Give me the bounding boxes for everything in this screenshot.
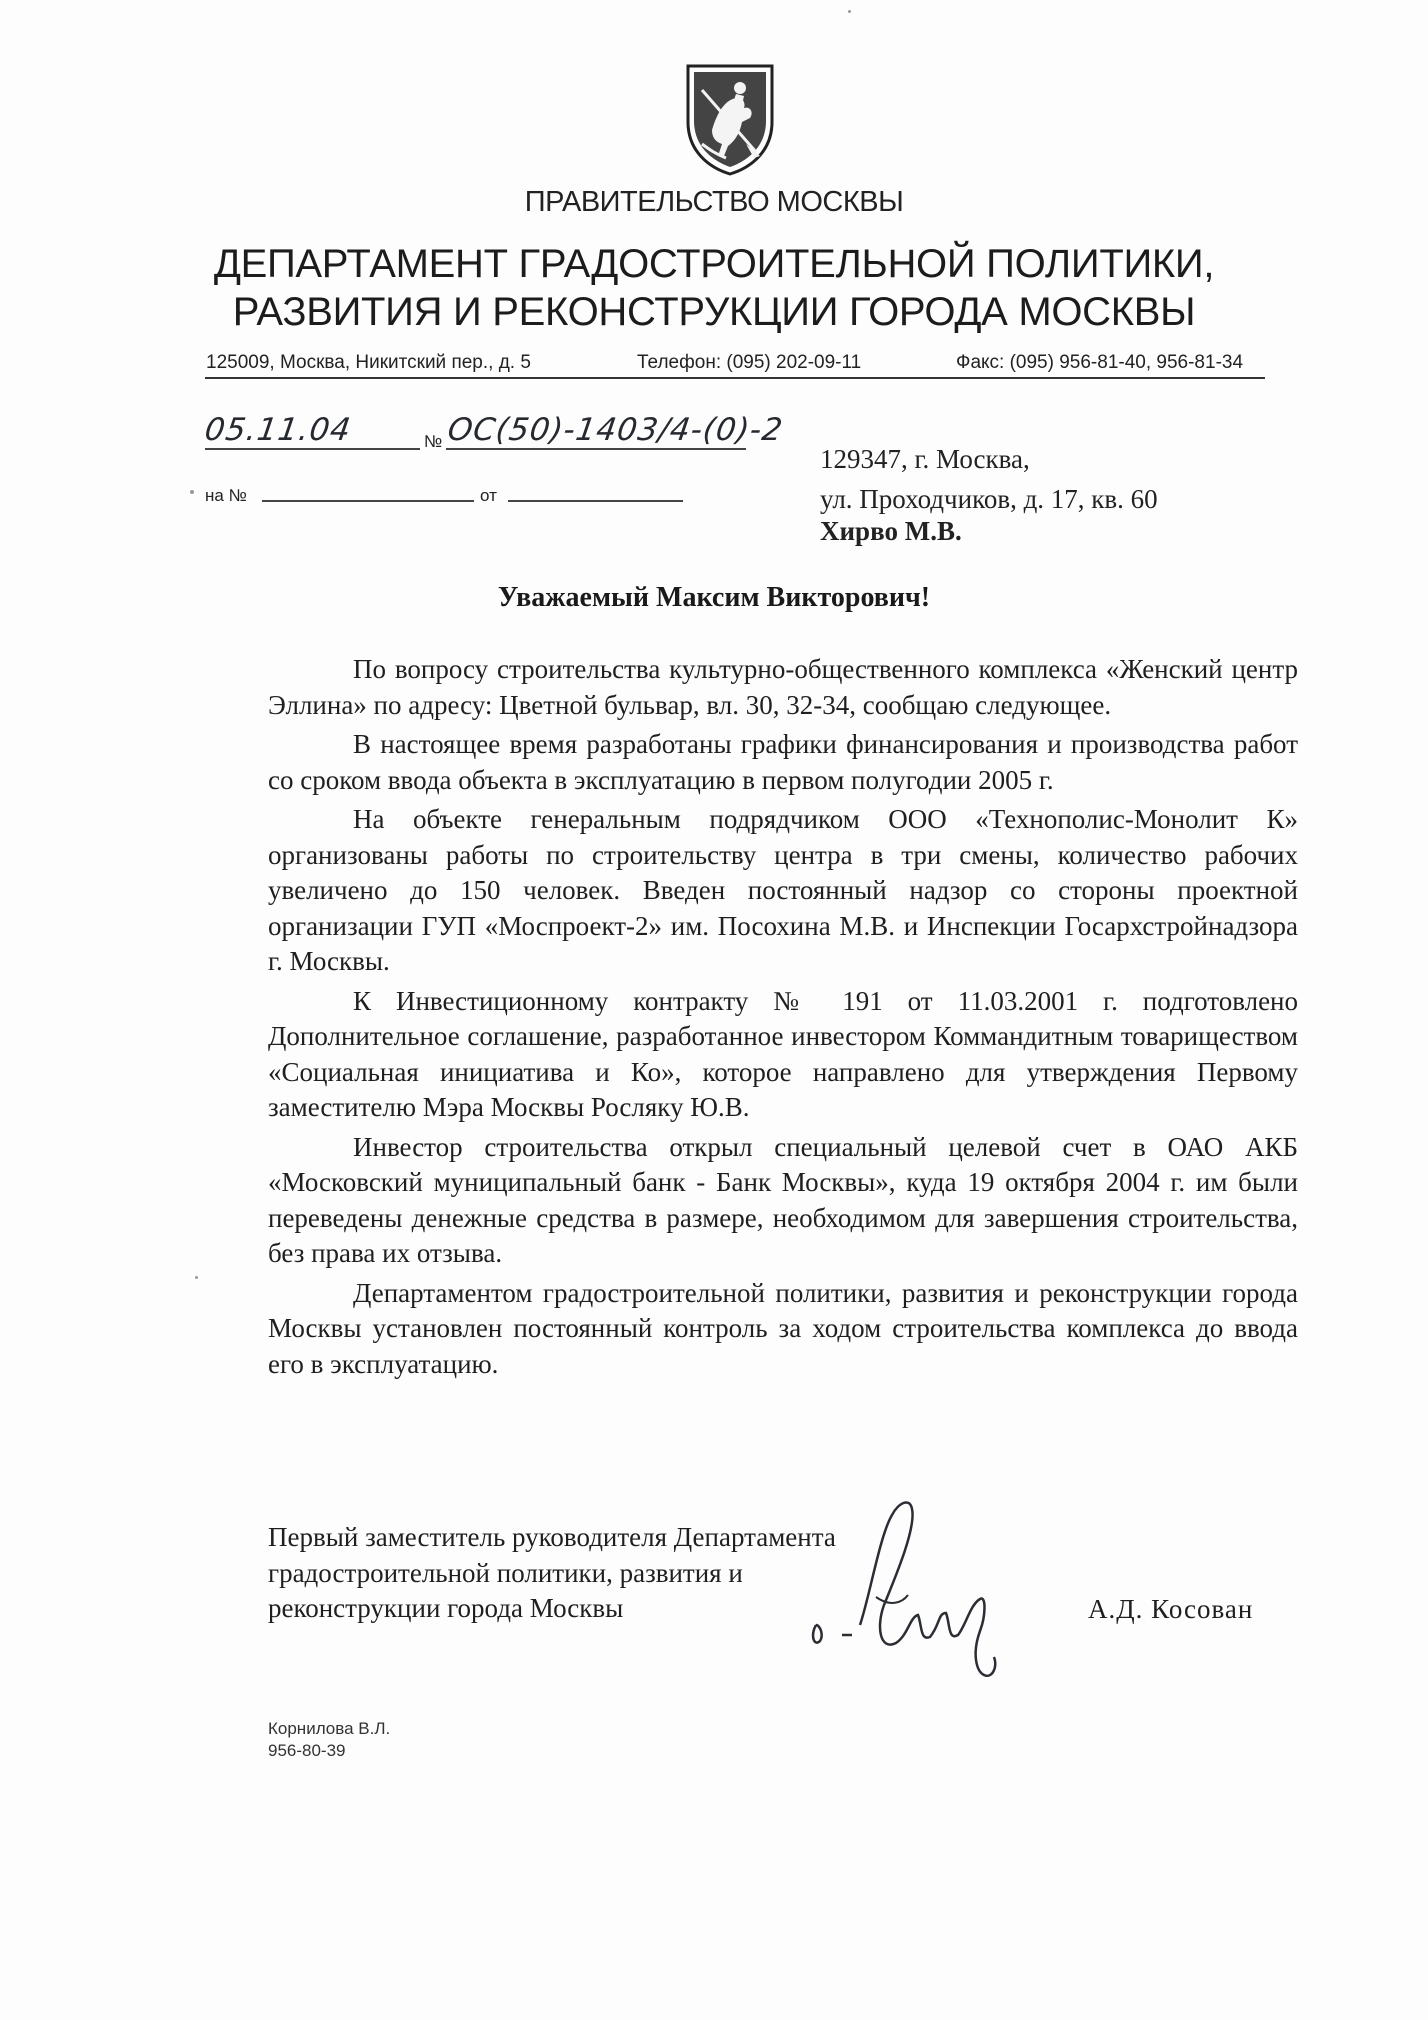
signatory-title-line: Первый заместитель руководителя Департамента [268, 1522, 836, 1552]
number-underline [446, 448, 746, 450]
handwritten-signature [780, 1475, 1040, 1705]
signatory-title-line: градостроительной политики, развития и [268, 1557, 743, 1588]
recipient-address-line2: ул. Проходчиков, д. 17, кв. 60 [820, 484, 1158, 514]
recipient-name: Хирво М.В. [820, 516, 962, 546]
paragraph: В настоящее время разработаны графики финансирования и производства работ со сроком ввода объекта в эксплуатацию в первом полугодии 2005 г. [268, 729, 1298, 795]
paragraph: Инвестор строительства открыл специальный целевой счет в ОАО АКБ «Московский муниципальный банк - Банк Москвы», куда 19 октября 2004 г. им были переведены денежные средства в размере, необходимом для завершения строительства, без права их отзыва. [268, 1131, 1298, 1268]
outgoing-date: 05.11.04 [202, 412, 354, 448]
executor-phone: 956-80-39 [268, 1741, 346, 1760]
department-address: 125009, Москва, Никитский пер., д. 5 [206, 352, 531, 373]
paragraph: На объекте генеральным подрядчиком ООО «Технополис-Монолит К» организованы работы по строительству центра в три смены, количество рабочих увеличено до 150 человек. Введен постоянный надзор со стороны проектной организации ГУП «Моспроект-2» им. Посохина М.В. и Инспекции Госархстройнадзора г. Москвы. [268, 804, 1298, 976]
scan-speck [848, 10, 851, 13]
recipient-address-line1: 129347, г. Москва, [820, 444, 1030, 474]
reference-date-label: от [480, 486, 497, 505]
reference-date-line [508, 500, 683, 502]
signatory-name: А.Д. Косован [1088, 1594, 1254, 1624]
paragraph: К Инвестиционному контракту № 191 от 11.03.2001 г. подготовлено Дополнительное соглашение, разработанное инвестором Коммандитным товариществом «Социальная инициатива и Ко», которое направлено для утверждения Первому заместителю Мэра Москвы Росляку Ю.В. [268, 985, 1298, 1122]
department-name-line1: ДЕПАРТАМЕНТ ГРАДОСТРОИТЕЛЬНОЙ ПОЛИТИКИ, [213, 242, 1215, 286]
department-name-line2: РАЗВИТИЯ И РЕКОНСТРУКЦИИ ГОРОДА МОСКВЫ [232, 290, 1196, 334]
paragraph: Департаментом градостроительной политики, развития и реконструкции города Москвы установлен постоянный контроль за ходом строительства комплекса до ввода его в эксплуатацию. [268, 1277, 1298, 1379]
date-underline [205, 448, 420, 450]
signatory-title [268, 1520, 836, 1627]
government-name: ПРАВИТЕЛЬСТВО МОСКВЫ [524, 186, 904, 218]
executor-info [268, 1718, 390, 1762]
signatory-title-line: реконструкции города Москвы [268, 1593, 624, 1623]
department-fax: Факс: (095) 956-81-40, 956-81-34 [956, 352, 1244, 373]
executor-name: Корнилова В.Л. [268, 1719, 391, 1738]
letter-body [268, 652, 1298, 1386]
moscow-coat-of-arms-icon [680, 60, 780, 178]
paragraph: По вопросу строительства культурно-общественного комплекса «Женский центр Эллина» по адресу: Цветной бульвар, вл. 30, 32-34, сообщаю следующее. [268, 654, 1298, 720]
reference-number-label: на № [205, 486, 247, 505]
scan-speck [190, 490, 194, 494]
header-divider [205, 377, 1265, 379]
number-label: № [424, 432, 443, 451]
outgoing-number: ОС(50)-1403/4-(0)-2 [445, 412, 786, 448]
salutation: Уважаемый Максим Викторович! [497, 582, 931, 613]
scan-speck [195, 1276, 198, 1279]
reference-number-line [262, 500, 474, 502]
department-phone: Телефон: (095) 202-09-11 [637, 352, 862, 373]
